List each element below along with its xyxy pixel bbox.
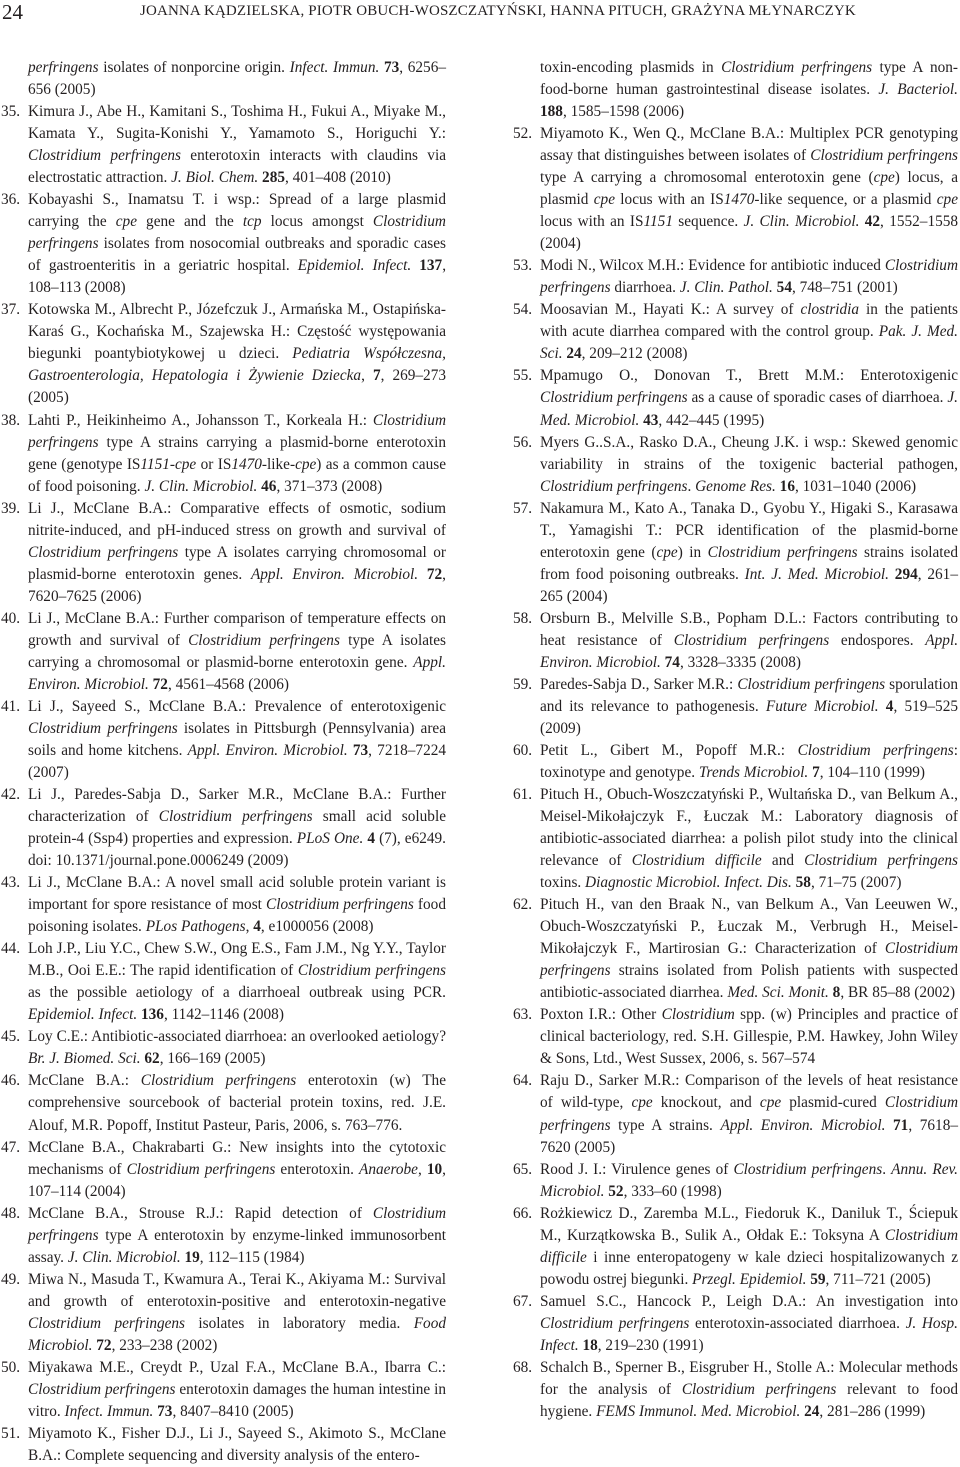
reference-entry [521, 57, 958, 123]
reference-entry [513, 1291, 958, 1357]
reference-entry [1, 101, 446, 189]
reference-number: 42. [1, 786, 21, 804]
reference-entry [513, 1070, 958, 1158]
reference-number: 67. [513, 1292, 533, 1310]
reference-text: Nakamura M., Kato A., Tanaka D., Gyobu Y., Higaki S., Karasawa T., Yamagishi T.: PCR identification of the plasmid-borne enterotoxin gene (cpe) in Clostridium perfringens strains isolated from food poisoning outbreaks. Int. J. Med. Microbiol. 294, 261–265 (2004) [540, 499, 958, 605]
running-head: JOANNA KĄDZIELSKA, PIOTR OBUCH-WOSZCZATYŃSKI, HANNA PITUCH, GRAŻYNA MŁYNARCZYK [140, 3, 856, 19]
reference-number: 51. [1, 1424, 21, 1442]
reference-entry [513, 894, 958, 1004]
reference-number: 46. [1, 1072, 21, 1090]
reference-text: Pituch H., van den Braak N., van Belkum A., Van Leeuwen W., Obuch-Woszczatyński P., Łuczak M., Verbrugh H., Meisel-Mikołajczyk F., Martirosian G.: Characterization of Clostridium perfringens strains isolated from Polish patients with suspected antibiotic-associated diarrhea. Med. Sci. Monit. 8, BR 85–88 (2002) [540, 896, 958, 1002]
reference-number: 48. [1, 1204, 21, 1222]
reference-entry [1, 1070, 446, 1136]
reference-entry [513, 674, 958, 740]
reference-number: 47. [1, 1138, 21, 1156]
reference-entry [1, 1203, 446, 1269]
reference-text: Orsburn B., Melville S.B., Popham D.L.: Factors contributing to heat resistance of Clostridium perfringens endospores. Appl. Environ. Microbiol. 74, 3328–3335 (2008) [540, 609, 959, 671]
reference-number: 68. [513, 1358, 533, 1376]
reference-entry [1, 1026, 446, 1070]
reference-text: Lahti P., Heikinheimo A., Johansson T., Korkeala H.: Clostridium perfringens type A strains carrying a plasmid-borne enterotoxin gene (genotype IS1151-cpe or IS1470-like-cpe) as a common cause of food poisoning. J. Clin. Microbiol. 46, 371–373 (2008) [28, 411, 446, 495]
reference-text: Kimura J., Abe H., Kamitani S., Toshima H., Fukui A., Miyake M., Kamata Y., Sugita-Konishi Y., Yamamoto S., Horiguchi Y.: Clostridium perfringens enterotoxin interacts with claudins via electrostatic attraction. J. Biol. Chem. 285, 401–408 (2010) [28, 103, 446, 187]
reference-text: Li J., McClane B.A.: Comparative effects of osmotic, sodium nitrite-induced, and pH-induced stress on growth and survival of Clostridium perfringens type A isolates carrying chromosomal or plasmid-borne enterotoxin genes. Appl. Environ. Microbiol. 72, 7620–7625 (2006) [28, 499, 446, 605]
reference-entry [1, 1137, 446, 1203]
reference-number: 66. [513, 1204, 533, 1222]
reference-text: Myers G..S.A., Rasko D.A., Cheung J.K. i wsp.: Skewed genomic variability in strains of the toxigenic bacterial pathogen, Clostridium perfringens. Genome Res. 16, 1031–1040 (2006) [540, 433, 958, 495]
reference-number: 35. [1, 103, 21, 121]
reference-text: Kobayashi S., Inamatsu T. i wsp.: Spread of a large plasmid carrying the cpe gene and the tcp locus amongst Clostridium perfringens isolates from nosocomial outbreaks and sporadic cases of gastroenteritis in a geriatric hospital. Epidemiol. Infect. 137, 108–113 (2008) [28, 191, 447, 297]
reference-number: 65. [513, 1160, 533, 1178]
reference-text: Petit L., Gibert M., Popoff M.R.: Clostridium perfringens: toxinotype and genotype. Trends Microbiol. 7, 104–110 (1999) [540, 741, 958, 781]
reference-text: McClane B.A., Strouse R.J.: Rapid detection of Clostridium perfringens type A enterotoxin by enzyme-linked immunosorbent assay. J. Clin. Microbiol. 19, 112–115 (1984) [28, 1204, 446, 1266]
reference-entry [1, 784, 446, 872]
reference-entry [513, 432, 958, 498]
reference-number: 53. [513, 257, 533, 275]
reference-text: Kotowska M., Albrecht P., Józefczuk J., Armańska M., Ostapińska-Karaś G., Kochańska M., Szajewska H.: Częstość występowania biegunki poantybiotykowej u dzieci. Pediatria Współczesna, Gastroenterologia, Hepatologia i Żywienie Dziecka, 7, 269–273 (2005) [28, 301, 446, 407]
reference-entry [513, 1357, 958, 1423]
reference-number: 45. [1, 1028, 21, 1046]
reference-text: Miyamoto K., Fisher D.J., Li J., Sayeed S., Akimoto S., McClane B.A.: Complete sequencing and diversity analysis of the entero- [28, 1424, 446, 1464]
reference-entry [513, 740, 958, 784]
reference-entry [1, 498, 446, 608]
reference-text: Loy C.E.: Antibiotic-associated diarrhoea: an overlooked aetiology? Br. J. Biomed. Sci. 62, 166–169 (2005) [28, 1028, 446, 1068]
reference-text: toxin-encoding plasmids in Clostridium perfringens type A non-food-borne human gastrointestinal disease isolates. J. Bacteriol. 188, 1585–1598 (2006) [540, 59, 959, 121]
reference-entry [513, 1004, 958, 1070]
reference-text: Samuel S.C., Hancock P., Leigh D.A.: An investigation into Clostridium perfringens enterotoxin-associated diarrhoea. J. Hosp. Infect. 18, 219–230 (1991) [540, 1292, 958, 1354]
reference-number: 41. [1, 697, 21, 715]
reference-entry [1, 696, 447, 784]
reference-entry [9, 57, 446, 101]
reference-text: McClane B.A., Chakrabarti G.: New insights into the cytotoxic mechanisms of Clostridium perfringens enterotoxin. Anaerobe, 10, 107–114 (2004) [28, 1138, 446, 1200]
reference-number: 39. [1, 499, 21, 517]
reference-text: Pituch H., Obuch-Woszczatyński P., Wultańska D., van Belkum A., Meisel-Mikołajczyk F., Łuczak M.: Laboratory diagnosis of antibiotic-associated diarrhea: a polish pilot study into the clinical relevance of Clostridium difficile and Clostridium perfringens toxins. Diagnostic Microbiol. Infect. Dis. 58, 71–75 (2007) [540, 786, 958, 892]
reference-entry [513, 299, 958, 365]
reference-entry [513, 1203, 958, 1291]
reference-number: 59. [513, 675, 533, 693]
reference-entry [513, 608, 959, 674]
reference-text: Miyakawa M.E., Creydt P., Uzal F.A., McClane B.A., Ibarra C.: Clostridium perfringens enterotoxin damages the human intestine in vitro. Infect. Immun. 73, 8407–8410 (2005) [28, 1358, 446, 1420]
reference-number: 44. [1, 940, 21, 958]
reference-text: Paredes-Sabja D., Sarker M.R.: Clostridium perfringens sporulation and its relevance to pathogenesis. Future Microbiol. 4, 519–525 (2009) [540, 675, 958, 737]
reference-entry [1, 1357, 446, 1423]
reference-entry [1, 1423, 446, 1467]
page-header [0, 0, 960, 34]
reference-text: Schalch B., Sperner B., Eisgruber H., Stolle A.: Molecular methods for the analysis of Clostridium perfringens relevant to food hygiene. FEMS Immunol. Med. Microbiol. 24, 281–286 (1999) [540, 1358, 958, 1420]
reference-entry [513, 255, 958, 299]
reference-entry [513, 784, 958, 894]
reference-text: Miwa N., Masuda T., Kwamura A., Terai K., Akiyama M.: Survival and growth of enterotoxin-positive and enterotoxin-negative Clostridium perfringens isolates in laboratory media. Food Microbiol. 72, 233–238 (2002) [28, 1270, 446, 1354]
reference-entry [513, 1159, 958, 1203]
reference-text: McClane B.A.: Clostridium perfringens enterotoxin (w) The comprehensive sourcebook of bacterial protein toxins, red. J.E. Alouf, M.R. Popoff, Institut Pasteur, Paris, 2006, s. 763–776. [28, 1072, 446, 1134]
reference-entry [1, 299, 446, 409]
reference-column-left [1, 57, 447, 1467]
reference-text: Rożkiewicz D., Zaremba M.L., Fiedoruk K., Daniluk T., Ściepuk M., Kurzątkowska B., Sulik A., Ołdak E.: Toksyna A Clostridium difficile i inne enteropatogeny w kale dzieci hospitalizowanych z powodu ostrej biegunki. Przegl. Epidemiol. 59, 711–721 (2005) [540, 1204, 958, 1288]
reference-text: Poxton I.R.: Other Clostridium spp. (w) Principles and practice of clinical bacteriology, red. S.H. Gillespie, P.M. Hawkey, John Wiley & Sons, Ltd., West Sussex, 2006, s. 567–574 [540, 1006, 958, 1068]
page-number: 24 [2, 0, 23, 24]
reference-number: 56. [513, 433, 533, 451]
reference-number: 62. [513, 896, 533, 914]
reference-number: 57. [513, 499, 533, 517]
reference-text: Mpamugo O., Donovan T., Brett M.M.: Enterotoxigenic Clostridium perfringens as a cause of sporadic cases of diarrhoea. J. Med. Microbiol. 43, 442–445 (1995) [540, 367, 958, 429]
reference-column-right [513, 57, 959, 1423]
reference-number: 55. [513, 367, 533, 385]
reference-entry [513, 123, 959, 255]
reference-text: Li J., Sayeed S., McClane B.A.: Prevalence of enterotoxigenic Clostridium perfringens isolates in Pittsburgh (Pennsylvania) area soils and home kitchens. Appl. Environ. Microbiol. 73, 7218–7224 (2007) [28, 697, 447, 781]
reference-text: Li J., McClane B.A.: A novel small acid soluble protein variant is important for spore resistance of most Clostridium perfringens food poisoning isolates. PLos Pathogens, 4, e1000056 (2008) [28, 874, 446, 936]
reference-entry [513, 498, 958, 608]
reference-text: perfringens isolates of nonporcine origin. Infect. Immun. 73, 6256–656 (2005) [28, 59, 446, 99]
reference-number: 60. [513, 741, 533, 759]
reference-number: 64. [513, 1072, 533, 1090]
reference-entry [1, 938, 446, 1026]
reference-number: 63. [513, 1006, 533, 1024]
reference-text: Li J., Paredes-Sabja D., Sarker M.R., McClane B.A.: Further characterization of Clostridium perfringens small acid soluble protein-4 (Ssp4) properties and expression. PLoS One. 4 (7), e6249. doi: 10.1371/journal.pone.0006249 (2009) [28, 786, 446, 870]
reference-number: 61. [513, 786, 533, 804]
reference-text: Modi N., Wilcox M.H.: Evidence for antibiotic induced Clostridium perfringens diarrhoea. J. Clin. Pathol. 54, 748–751 (2001) [540, 257, 958, 297]
reference-entry [1, 1269, 446, 1357]
reference-number: 37. [1, 301, 21, 319]
reference-number: 54. [513, 301, 533, 319]
reference-entry [1, 410, 446, 498]
reference-text: Moosavian M., Hayati K.: A survey of clostridia in the patients with acute diarrhea compared with the control group. Pak. J. Med. Sci. 24, 209–212 (2008) [540, 301, 958, 363]
reference-number: 50. [1, 1358, 21, 1376]
reference-text: Rood J. I.: Virulence genes of Clostridium perfringens. Annu. Rev. Microbiol. 52, 333–60 (1998) [540, 1160, 958, 1200]
reference-number: 40. [1, 609, 21, 627]
reference-text: Loh J.P., Liu Y.C., Chew S.W., Ong E.S., Fam J.M., Ng Y.Y., Taylor M.B., Ooi E.E.: The rapid identification of Clostridium perfringens as the possible aetiology of a diarrhoeal outbreak using PCR. Epidemiol. Infect. 136, 1142–1146 (2008) [28, 940, 446, 1024]
reference-number: 58. [513, 609, 533, 627]
reference-entry [1, 189, 447, 299]
reference-text: Raju D., Sarker M.R.: Comparison of the levels of heat resistance of wild-type, cpe knockout, and cpe plasmid-cured Clostridium perfringens type A strains. Appl. Environ. Microbiol. 71, 7618–7620 (2005) [540, 1072, 958, 1156]
reference-number: 36. [1, 191, 21, 209]
reference-entry [513, 365, 958, 431]
reference-entry [1, 608, 446, 696]
reference-number: 52. [513, 125, 533, 143]
reference-number: 43. [1, 874, 21, 892]
reference-text: Li J., McClane B.A.: Further comparison of temperature effects on growth and survival of Clostridium perfringens type A isolates carrying a chromosomal or plasmid-borne enterotoxin gene. Appl. Environ. Microbiol. 72, 4561–4568 (2006) [28, 609, 446, 693]
reference-number: 38. [1, 411, 21, 429]
reference-text: Miyamoto K., Wen Q., McClane B.A.: Multiplex PCR genotyping assay that distinguishes between isolates of Clostridium perfringens type A carrying a chromosomal enterotoxin gene (cpe) locus, a plasmid cpe locus with an IS1470-like sequence, or a plasmid cpe locus with an IS1151 sequence. J. Clin. Microbiol. 42, 1552–1558 (2004) [540, 125, 959, 253]
reference-entry [1, 872, 446, 938]
reference-number: 49. [1, 1270, 21, 1288]
